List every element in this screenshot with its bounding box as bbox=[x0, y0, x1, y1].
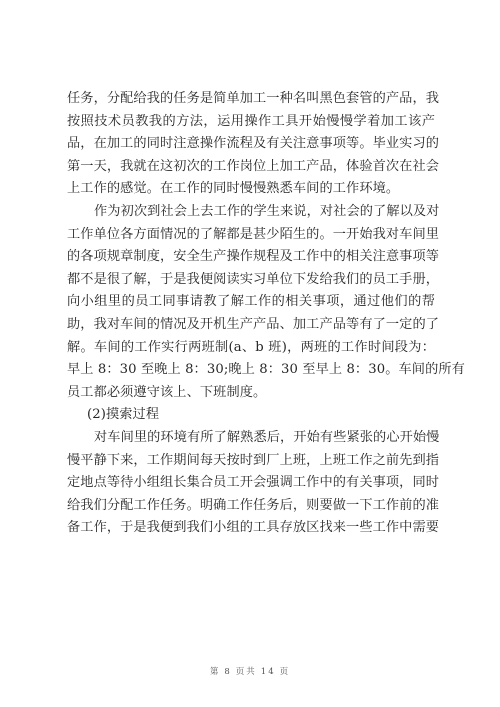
text-line: 解。车间的工作实行两班制(a、b 班)，两班的工作时间段为： bbox=[67, 339, 435, 355]
text-line: 助，我对车间的情况及开机生产产品、加工产品等有了一定的了 bbox=[67, 316, 440, 332]
footer-total-pages: 14 bbox=[260, 667, 276, 677]
section-heading: (2)摸索过程 bbox=[87, 407, 160, 423]
footer-suffix: 页 bbox=[279, 667, 291, 677]
text-line: 按照技术员教我的方法，运用操作工具开始慢慢学着加工该产 bbox=[67, 113, 435, 129]
text-line: 品，在加工的同时注意操作流程及有关注意事项等。毕业实习的 bbox=[67, 136, 440, 152]
footer-prefix: 第 bbox=[209, 667, 221, 677]
text-line: 给我们分配工作任务。明确工作任务后，则要做一下工作前的准 bbox=[67, 497, 440, 513]
text-line: 工作单位各方面情况的了解都是甚少陌生的。一开始我对车间里 bbox=[67, 226, 440, 242]
text-line: 都不是很了解，于是我便阅读实习单位下发给我们的员工手册， bbox=[67, 271, 440, 287]
footer-current-page: 8 bbox=[224, 667, 232, 677]
document-body bbox=[67, 88, 465, 540]
text-line: 向小组里的员工同事请教了解工作的相关事项，通过他们的帮 bbox=[67, 294, 435, 310]
text-line: 备工作，于是我便到我们小组的工具存放区找来一些工作中需要 bbox=[67, 520, 440, 536]
paragraph-3 bbox=[67, 427, 440, 540]
text-line: 第一天，我就在这初次的工作岗位上加工产品，体验首次在社会 bbox=[67, 158, 440, 174]
paragraph-2 bbox=[67, 201, 465, 404]
text-line: 作为初次到社会上去工作的学生来说，对社会的了解以及对 bbox=[94, 203, 440, 219]
text-line: 任务，分配给我的任务是简单加工一种名叫黑色套管的产品，我 bbox=[67, 91, 440, 106]
text-line: 定地点等待小组组长集合员工开会强调工作中的有关事项，同时 bbox=[67, 475, 440, 491]
footer-middle: 页共 bbox=[235, 667, 257, 677]
text-line: 早上 8：30 至晚上 8：30;晚上 8：30 至早上 8：30。车间的所有 bbox=[67, 362, 465, 378]
text-line: 的各项规章制度，安全生产操作规程及工作中的相关注意事项等 bbox=[67, 249, 440, 265]
page-footer bbox=[0, 665, 500, 677]
text-line: 慢平静下来，工作期间每天按时到厂上班，上班工作之前先到指 bbox=[67, 452, 440, 468]
text-line: 员工都必须遵守该上、下班制度。 bbox=[67, 384, 267, 400]
paragraph-1 bbox=[67, 88, 440, 201]
text-line: 对车间里的环境有所了解熟悉后，开始有些紧张的心开始慢 bbox=[94, 429, 440, 445]
text-line: 上工作的感觉。在工作的同时慢慢熟悉车间的工作环境。 bbox=[67, 181, 400, 197]
